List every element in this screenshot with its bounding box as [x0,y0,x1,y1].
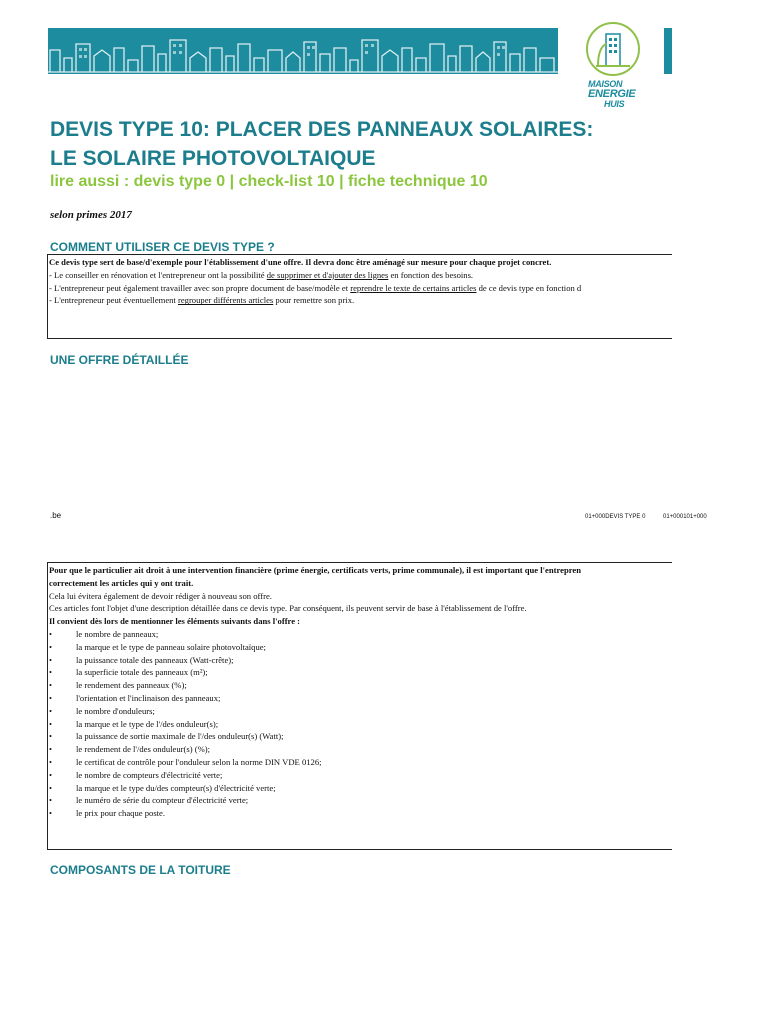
list-item: • le nombre d'onduleurs; [49,705,672,718]
logo-line-huis: HUIS [604,99,625,109]
list-item: • le nombre de compteurs d'électricité verte; [49,769,672,782]
header-banner [48,28,558,74]
list-item: • la marque et le type du/des compteur(s) d'électricité verte; [49,782,672,795]
requirements-line: correctement les articles qui y ont trait. [49,577,194,588]
see-also-prefix: lire aussi : [50,173,134,190]
logo-wordmark [588,80,668,109]
page-title: DEVIS TYPE 10: PLACER DES PANNEAUX SOLAIRES: LE SOLAIRE PHOTOVOLTAIQUE [50,118,594,170]
logo-building-icon [588,24,638,74]
logo-circle-icon [586,22,640,76]
list-item: • l'orientation et l'inclinaison des panneaux; [49,692,672,705]
see-also-separator: | [334,173,349,190]
see-also-links [50,173,488,191]
offer-requirements-box [47,562,672,850]
logo-line-maison: MAISON [588,79,623,89]
requirements-line: Cela lui évitera également de devoir rédiger à nouveau son offre. [49,590,272,601]
list-item: • la puissance de sortie maximale de l'/des onduleur(s) (Watt); [49,730,672,743]
maison-energie-huis-logo [560,20,672,114]
list-item: • le numéro de série du compteur d'électricité verte; [49,794,672,807]
requirements-list [49,628,672,820]
usage-line: - L'entrepreneur peut éventuellement regrouper différents articles pour remettre son prix. [49,295,355,306]
section-title-offre-detaillee: UNE OFFRE DÉTAILLÉE [50,353,189,367]
link-devis-type-0[interactable]: devis type 0 [133,173,226,190]
see-also-separator: | [225,173,239,190]
footer-reference: 01+000DEVIS TYPE 0 [585,514,646,520]
requirements-line: Il convient dès lors de mentionner les éléments suivants dans l'offre : [49,616,301,627]
list-item: • le prix pour chaque poste. [49,807,672,820]
usage-line: - Le conseiller en rénovation et l'entrepreneur ont la possibilité de supprimer et d'ajouter des lignes en fonction des besoins. [49,269,474,280]
list-item: • la marque et le type de panneau solaire photovoltaïque; [49,641,672,654]
requirements-line: Pour que le particulier ait droit à une intervention financière (prime énergie, certificats verts, prime communale), il est important que l'entrepren [49,565,581,575]
usage-line: Ce devis type sert de base/d'exemple pour l'établissement d'une offre. Il devra donc être aménagé sur mesure pour chaque projet concret. [49,257,552,267]
list-item: • le nombre de panneaux; [49,628,672,641]
section-title-comment-utiliser: COMMENT UTILISER CE DEVIS TYPE ? [50,240,275,254]
requirements-line: Ces articles font l'objet d'une description détaillée dans ce devis type. Par conséquent, ils peuvent servir de base à l'établissement de l'offre. [49,603,527,614]
footer-code: 01+000101+000 [663,514,707,520]
list-item: • la superficie totale des panneaux (m²); [49,666,672,679]
list-item: • la puissance totale des panneaux (Watt-crête); [49,654,672,667]
logo-line-energie: ENERGIE [588,88,636,100]
link-fiche-technique-10[interactable]: fiche technique 10 [348,173,488,190]
usage-line: - L'entrepreneur peut également travailler avec son propre document de base/modèle et reprendre le texte de certains articles de ce devis type en fonction d [49,282,582,293]
usage-instructions-box [47,254,672,339]
link-check-list-10[interactable]: check-list 10 [238,173,335,190]
list-item: • le rendement des panneaux (%); [49,679,672,692]
list-item: • la marque et le type de l'/des onduleur(s); [49,718,672,731]
section-title-composants-toiture: COMPOSANTS DE LA TOITURE [50,863,231,877]
list-item: • le certificat de contrôle pour l'onduleur selon la norme DIN VDE 0126; [49,756,672,769]
list-item: • le rendement de l'/des onduleur(s) (%); [49,743,672,756]
city-skyline-icon [48,28,558,74]
footer-domain: .be [50,511,62,520]
primes-note: selon primes 2017 [50,209,132,221]
